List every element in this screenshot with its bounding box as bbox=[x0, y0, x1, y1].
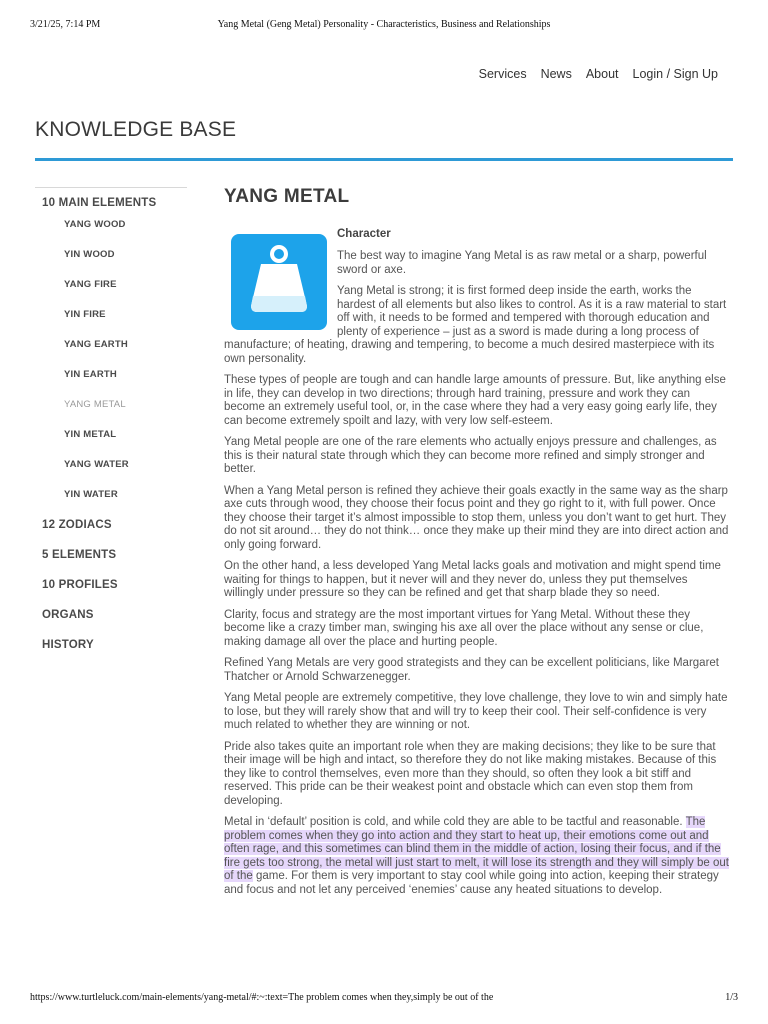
page-number: 1/3 bbox=[725, 992, 738, 1003]
sidebar-item-5-elements[interactable]: 5 ELEMENTS bbox=[42, 549, 117, 561]
knowledge-base-title: KNOWLEDGE BASE bbox=[35, 118, 237, 141]
nav-news-link[interactable]: News bbox=[540, 67, 572, 81]
top-navigation bbox=[479, 67, 718, 85]
sidebar bbox=[35, 194, 187, 666]
highlighted-text: The problem comes when they go into action and they start to heat up, their emotions come out and often rage, and this sometimes can blind them in the middle of action, losing their focus, and if the fire gets too strong, the metal will just start to melt, it will lose its strength and they will simply be out of the bbox=[224, 816, 729, 882]
weight-icon-graphic bbox=[231, 234, 327, 330]
article-paragraph-last bbox=[224, 816, 729, 897]
article-paragraph: When a Yang Metal person is refined they achieve their goals exactly in the same way as the sharp axe cuts through wood, they choose their focus point and they go right to it, with full power. Once they choose their target it’s almost impossible to stop them, unless you don’t want to get hurt. They do not sit around… they do not think… once they make up their mind they are into direct action and only going forward. bbox=[224, 484, 729, 551]
sidebar-divider bbox=[35, 187, 187, 188]
article-paragraph: Yang Metal people are one of the rare elements who actually enjoys pressure and challenges, as this is their natural state through which they can become more refined and simply stronger and better. bbox=[224, 436, 717, 475]
print-header bbox=[0, 19, 768, 33]
article-paragraph: Clarity, focus and strategy are the most important virtues for Yang Metal. Without these they become like a crazy timber man, swinging his axe all over the place without any sense or clue, making damage all over the place and hurting people. bbox=[224, 608, 704, 648]
article-paragraph: Pride also takes quite an important role when they are making decisions; they like to be sure that their image will be high and intact, so therefore they do not like making mistakes. Because of this they like to control themselves, even more than they should, so often they look a bit stiff and reserved. This pride can be their weakest point and obstacle which can even stop them from developing. bbox=[224, 740, 717, 807]
nav-services-link[interactable]: Services bbox=[478, 67, 527, 81]
sidebar-item-profiles[interactable]: 10 PROFILES bbox=[42, 579, 118, 591]
character-subheading: Character bbox=[337, 228, 391, 240]
article-paragraph: These types of people are tough and can handle large amounts of pressure. But, like anything else in life, they can develop in two directions; through hard training, pressure and work they can become an extremely useful tool, or, in the case where they had a very easy going early life, they can become extremely spoilt and lazy, with very low self-esteem. bbox=[224, 374, 726, 427]
sidebar-item-yang-water[interactable]: YANG WATER bbox=[64, 459, 129, 470]
weight-icon bbox=[231, 234, 327, 330]
sidebar-item-yin-metal[interactable]: YIN METAL bbox=[64, 429, 117, 440]
sidebar-item-yin-fire[interactable]: YIN FIRE bbox=[64, 309, 106, 320]
print-footer bbox=[0, 992, 768, 1006]
sidebar-item-main-elements[interactable]: 10 MAIN ELEMENTS bbox=[42, 197, 157, 209]
article-paragraph: On the other hand, a less developed Yang Metal lacks goals and motivation and might spend time waiting for things to happen, but it never will and they never do, unless they put themselves willingly under pressure so they can be refined and get that sharp blade they so need. bbox=[224, 560, 721, 599]
nav-about-link[interactable]: About bbox=[585, 67, 619, 81]
article-title: YANG METAL bbox=[224, 186, 350, 207]
sidebar-item-yin-wood[interactable]: YIN WOOD bbox=[64, 249, 115, 260]
paragraph-text: game. For them is very important to stay cool while going into action, keeping their strategy and focus and not let any perceived ‘enemies’ cause any heated situations to develop. bbox=[224, 870, 719, 896]
sidebar-item-yang-fire[interactable]: YANG FIRE bbox=[64, 279, 117, 290]
sidebar-item-yang-metal[interactable]: YANG METAL bbox=[64, 399, 126, 410]
article bbox=[224, 186, 729, 905]
sidebar-item-yin-water[interactable]: YIN WATER bbox=[64, 489, 118, 500]
sidebar-item-zodiacs[interactable]: 12 ZODIACS bbox=[42, 519, 112, 531]
title-divider bbox=[35, 158, 733, 161]
print-page-title: Yang Metal (Geng Metal) Personality - Characteristics, Business and Relationships bbox=[217, 19, 551, 30]
paragraph-text: Metal in ‘default’ position is cold, and while cold they are able to be tactful and reasonable. bbox=[224, 816, 686, 828]
article-paragraph: The best way to imagine Yang Metal is as raw metal or a sharp, powerful sword or axe. bbox=[337, 250, 707, 276]
sidebar-item-yang-wood[interactable]: YANG WOOD bbox=[64, 219, 126, 230]
print-url: https://www.turtleluck.com/main-elements/yang-metal/#:~:text=The problem comes when they,simply be out of the bbox=[30, 992, 494, 1003]
sidebar-item-yang-earth[interactable]: YANG EARTH bbox=[64, 339, 128, 350]
article-paragraph: Yang Metal is strong; it is first formed deep inside the earth, works the hardest of all elements but also likes to control. As it is a raw material to start off with, it needs to be formed and tempered with thorough education and plenty of experience – just as a sword is made during a long process of manufacture; of heating, drawing and tempering, to become a much desired masterpiece with its own personality. bbox=[224, 285, 727, 365]
sidebar-item-yin-earth[interactable]: YIN EARTH bbox=[64, 369, 117, 380]
nav-login-link[interactable]: Login / Sign Up bbox=[632, 67, 718, 81]
sidebar-item-organs[interactable]: ORGANS bbox=[42, 609, 94, 621]
article-paragraph: Refined Yang Metals are very good strategists and they can be excellent politicians, like Margaret Thatcher or Arnold Schwarzenegger. bbox=[224, 657, 719, 683]
sidebar-item-history[interactable]: HISTORY bbox=[42, 639, 94, 651]
print-date: 3/21/25, 7:14 PM bbox=[30, 19, 101, 30]
article-paragraph: Yang Metal people are extremely competitive, they love challenge, they love to win and simply hate to lose, but they will rarely show that and will try to keep their cool. Their self-confidence is very much related to whether they are winning or not. bbox=[224, 692, 728, 731]
